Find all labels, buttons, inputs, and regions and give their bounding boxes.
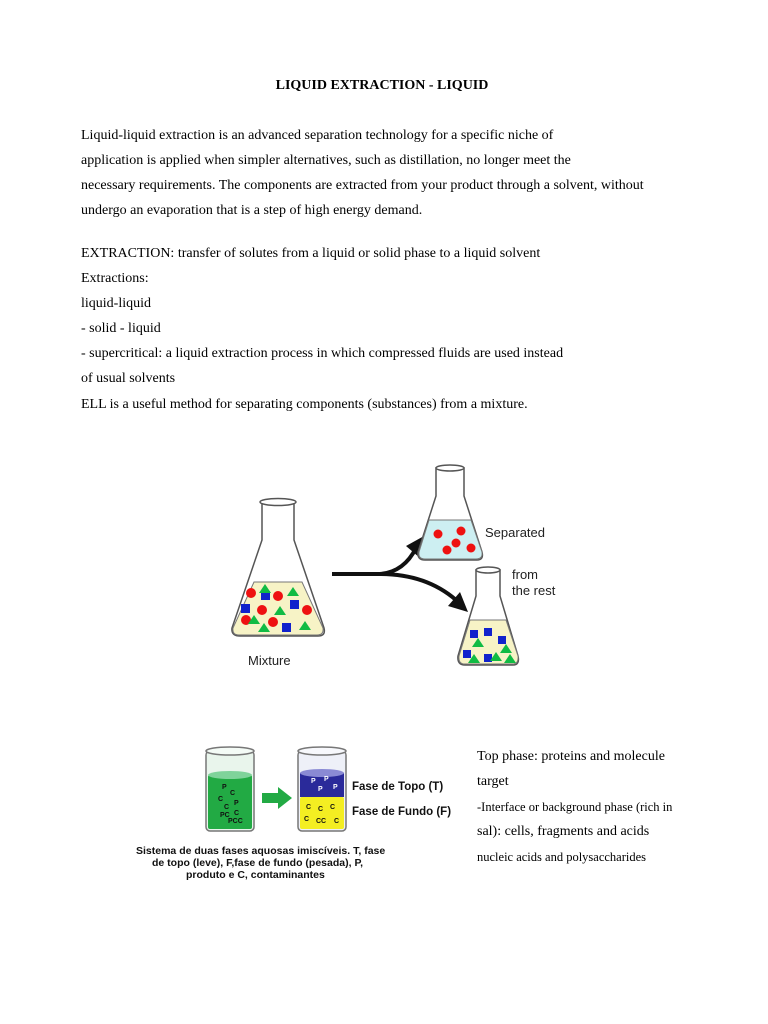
from-label: from xyxy=(512,567,538,582)
svg-text:CC: CC xyxy=(316,818,327,825)
caption-line-2: de topo (leve), F,fase de fundo (pesada), P, xyxy=(152,857,364,869)
svg-text:PC: PC xyxy=(220,812,230,819)
mixed-beaker xyxy=(206,747,254,831)
svg-text:PCC: PCC xyxy=(228,818,243,825)
definition-line-6: of usual solvents xyxy=(81,371,176,386)
mixture-flask xyxy=(232,499,325,637)
document-title: LIQUID EXTRACTION - LIQUID xyxy=(275,78,489,93)
svg-text:C: C xyxy=(306,804,312,811)
aqueous-two-phase-figure xyxy=(130,745,470,885)
definition-line-4: - solid - liquid xyxy=(81,321,161,336)
svg-text:P: P xyxy=(324,776,329,783)
side-line-3: -Interface or background phase (rich in xyxy=(477,800,673,814)
svg-text:P: P xyxy=(222,784,227,791)
svg-text:C: C xyxy=(224,804,230,811)
mixture-label: Mixture xyxy=(248,653,291,668)
svg-text:C: C xyxy=(318,806,324,813)
bottom-phase-label: Fase de Fundo (F) xyxy=(352,806,452,818)
side-line-5: nucleic acids and polysaccharides xyxy=(477,850,647,864)
extraction-flasks-figure xyxy=(220,460,580,680)
rest-flask xyxy=(458,567,519,665)
definition-line-3: liquid-liquid xyxy=(81,296,151,311)
definition-line-7: ELL is a useful method for separating components (substances) from a mixture. xyxy=(81,397,528,412)
side-line-2: target xyxy=(477,774,509,789)
svg-text:C: C xyxy=(330,804,336,811)
side-line-1: Top phase: proteins and molecule xyxy=(477,749,665,764)
rest-label: the rest xyxy=(512,583,556,598)
top-phase-label: Fase de Topo (T) xyxy=(352,781,444,793)
caption-line-1: Sistema de duas fases aquosas imiscíveis. T, fase xyxy=(136,845,386,857)
green-arrow xyxy=(262,787,292,809)
intro-line-4: undergo an evaporation that is a step of high energy demand. xyxy=(81,203,423,218)
intro-line-1: Liquid-liquid extraction is an advanced separation technology for a specific niche of xyxy=(81,128,554,143)
svg-text:P: P xyxy=(318,786,323,793)
phase-beaker xyxy=(298,747,346,831)
caption-line-3: produto e C, contaminantes xyxy=(186,869,325,881)
definition-line-5: - supercritical: a liquid extraction process in which compressed fluids are used instead xyxy=(81,346,564,361)
intro-line-2: application is applied when simpler alternatives, such as distillation, no longer meet the xyxy=(81,153,571,168)
definition-line-2: Extractions: xyxy=(81,271,149,286)
svg-text:C: C xyxy=(304,816,310,823)
svg-text:P: P xyxy=(234,800,239,807)
svg-text:P: P xyxy=(311,778,316,785)
separated-flask xyxy=(418,465,483,560)
intro-line-3: necessary requirements. The components are extracted from your product through a solvent, without xyxy=(81,178,644,193)
svg-text:C: C xyxy=(230,790,236,797)
separated-label: Separated xyxy=(485,525,545,540)
svg-text:P: P xyxy=(333,784,338,791)
svg-text:C: C xyxy=(234,810,240,817)
svg-text:C: C xyxy=(218,796,224,803)
svg-text:C: C xyxy=(334,818,340,825)
side-line-4: sal): cells, fragments and acids xyxy=(477,824,650,839)
definition-line-1: EXTRACTION: transfer of solutes from a liquid or solid phase to a liquid solvent xyxy=(81,246,541,261)
